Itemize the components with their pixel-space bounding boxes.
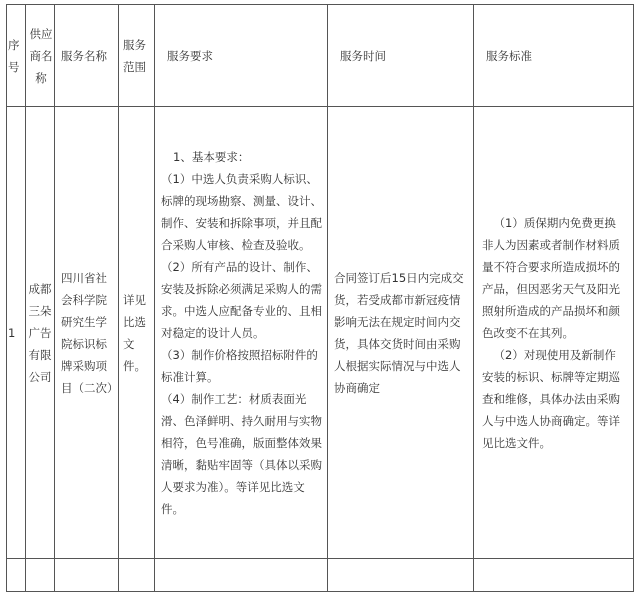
- row-service-name: 四川省社会科学院研究生学院标识标牌采购项目（二次）: [55, 107, 119, 559]
- requirement-line: （2）所有产品的设计、制作、安装及拆除必须满足采购人的需求。中选人应配备专业的、且相对稳定的设计人员。: [161, 259, 322, 340]
- empty-row: [7, 559, 634, 592]
- table-row: [7, 107, 634, 559]
- requirement-line: 1、基本要求：: [173, 149, 250, 164]
- standard-line: （2）对现使用及新制作安装的标识、标牌等定期巡查和维修，具体办法由采购人与中选人协商确定。等详见比选文件。: [482, 347, 620, 450]
- service-table: [6, 4, 634, 592]
- requirements-list: [155, 146, 327, 520]
- header-scope: 服务范围: [119, 5, 155, 107]
- empty-cell: [119, 559, 155, 592]
- requirement-line: （4）制作工艺：材质表面光滑、色泽鲜明、持久耐用与实物相符，色号准确，版面整体效果清晰，黏贴牢固等（具体以采购人要求为准）。等详见比选文件。: [161, 391, 322, 516]
- row-requirements: [155, 107, 328, 559]
- header-time: 服务时间: [328, 5, 474, 107]
- empty-cell: [474, 559, 634, 592]
- row-time: 合同签订后15日内完成交货，若受成都市新冠疫情影响无法在规定时间内交货，具体交货时间由采购人根据实际情况与中选人协商确定: [328, 107, 474, 559]
- requirement-line: （3）制作价格按照招标附件的标准计算。: [161, 347, 318, 384]
- empty-cell: [7, 559, 26, 592]
- header-supplier: 供应商名称: [26, 5, 55, 107]
- header-standard: 服务标准: [474, 5, 634, 107]
- empty-cell: [26, 559, 55, 592]
- header-seq: 序号: [7, 5, 26, 107]
- standard-line: （1）质保期内免费更换非人为因素或者制作材料质量不符合要求所造成损坏的产品，但因恶劣天气及阳光照射所造成的产品损坏和颜色改变不在其列。: [482, 215, 620, 340]
- header-service-name: 服务名称: [55, 5, 119, 107]
- requirement-line: （1）中选人负责采购人标识、标牌的现场勘察、测量、设计、制作、安装和拆除事项，并且配合采购人审核、检查及验收。: [161, 171, 322, 252]
- empty-cell: [155, 559, 328, 592]
- empty-cell: [328, 559, 474, 592]
- empty-cell: [55, 559, 119, 592]
- standard-list: [474, 212, 633, 454]
- row-seq: 1: [7, 107, 26, 559]
- row-supplier: 成都三朵广告有限公司: [26, 107, 55, 559]
- row-standard: [474, 107, 634, 559]
- table-header-row: [7, 5, 634, 107]
- row-scope: 详见比选文件。: [119, 107, 155, 559]
- header-requirements: 服务要求: [155, 5, 328, 107]
